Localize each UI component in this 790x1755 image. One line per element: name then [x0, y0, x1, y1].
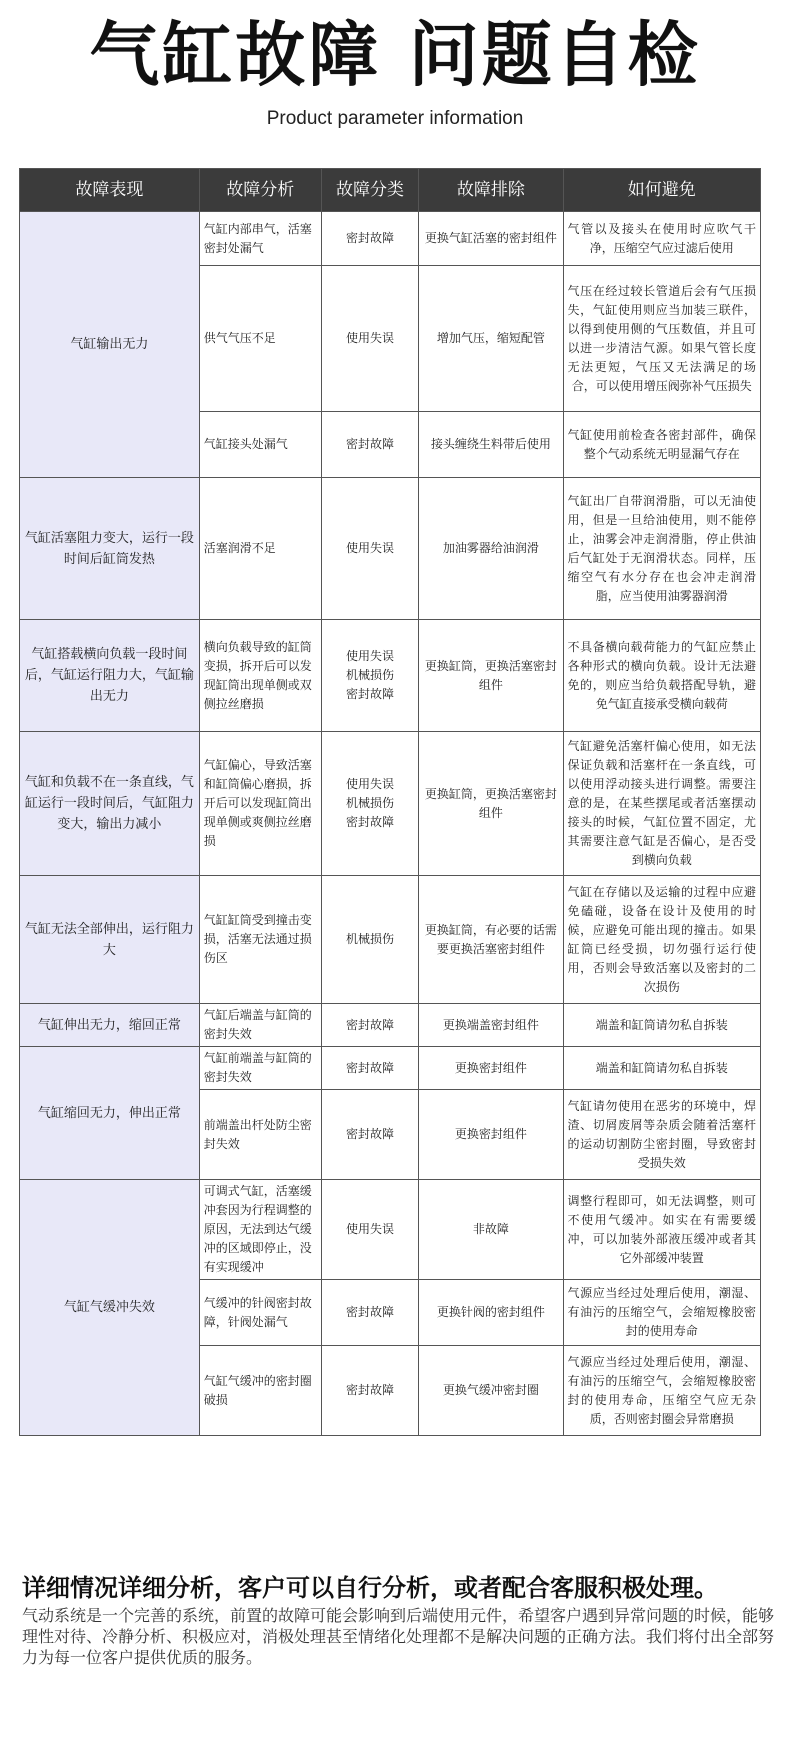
cell-analysis: 前端盖出杆处防尘密封失效	[199, 1090, 321, 1180]
cell-symptom: 气缸搭载横向负载一段时间后，气缸运行阻力大，气缸输出无力	[20, 620, 200, 732]
cell-analysis: 气缸缸筒受到撞击变损，活塞无法通过损伤区	[199, 876, 321, 1004]
cell-category: 密封故障	[321, 412, 419, 478]
cell-category: 使用失误	[321, 478, 419, 620]
column-header-fix: 故障排除	[419, 169, 563, 212]
table-row	[20, 1180, 761, 1280]
cell-category: 密封故障	[321, 1004, 419, 1047]
table-row	[20, 212, 761, 266]
cell-avoid: 气缸请勿使用在恶劣的环境中，焊渣、切屑废屑等杂质会随着活塞杆的运动切割防尘密封圈，导致密封受损失效	[563, 1090, 760, 1180]
cell-fix: 更换气缸活塞的密封组件	[419, 212, 563, 266]
cell-category: 密封故障	[321, 1280, 419, 1346]
cell-fix: 增加气压，缩短配管	[419, 266, 563, 412]
footer-headline: 详细情况详细分析，客户可以自行分析，或者配合客服积极处理。	[22, 1574, 718, 1602]
cell-symptom: 气缸和负载不在一条直线，气缸运行一段时间后，气缸阻力变大，输出力减小	[20, 732, 200, 876]
cell-fix: 更换密封组件	[419, 1090, 563, 1180]
cell-analysis: 气缓冲的针阀密封故障，针阀处漏气	[199, 1280, 321, 1346]
cell-category: 使用失误 机械损伤 密封故障	[321, 620, 419, 732]
page-subtitle: Product parameter information	[266, 108, 524, 129]
cell-fix: 更换缸筒，更换活塞密封组件	[419, 732, 563, 876]
cell-category: 使用失误	[321, 266, 419, 412]
cell-avoid: 气压在经过较长管道后会有气压损失，气缸使用则应当加装三联件，以得到使用侧的气压数值，并且可以进一步清洁气源。如果气管长度无法更短，气压又无法满足的场合，可以使用增压阀弥补气压损失	[563, 266, 760, 412]
cell-symptom: 气缸活塞阻力变大，运行一段时间后缸筒发热	[20, 478, 200, 620]
cell-analysis: 活塞润滑不足	[199, 478, 321, 620]
cell-symptom: 气缸缩回无力，伸出正常	[20, 1047, 200, 1180]
cell-avoid: 气缸使用前检查各密封部件，确保整个气动系统无明显漏气存在	[563, 412, 760, 478]
cell-analysis: 气缸气缓冲的密封圈破损	[199, 1346, 321, 1436]
cell-symptom: 气缸无法全部伸出，运行阻力大	[20, 876, 200, 1004]
cell-avoid: 气缸出厂自带润滑脂，可以无油使用，但是一旦给油使用，则不能停止，油雾会冲走润滑脂，停止供油后气缸处于无润滑状态。同样，压缩空气有水分存在也会冲走润滑脂，应当使用油雾器润滑	[563, 478, 760, 620]
cell-analysis: 气缸接头处漏气	[199, 412, 321, 478]
table-body	[20, 212, 761, 1436]
footer-body: 气动系统是一个完善的系统，前置的故障可能会影响到后端使用元件，希望客户遇到异常问题的时候，能够理性对待、冷静分析、积极应对，消极处理甚至情绪化处理都不是解决问题的正确方法。我们将付出全部努力为每一位客户提供优质的服务。	[22, 1606, 775, 1667]
cell-avoid: 端盖和缸筒请勿私自拆装	[563, 1004, 760, 1047]
cell-fix: 接头缠绕生料带后使用	[419, 412, 563, 478]
cell-analysis: 可调式气缸，活塞缓冲套因为行程调整的原因，无法到达气缓冲的区域即停止，没有实现缓冲	[199, 1180, 321, 1280]
table-row	[20, 478, 761, 620]
table-header-row	[20, 169, 761, 212]
cell-symptom: 气缸伸出无力，缩回正常	[20, 1004, 200, 1047]
table-row	[20, 1047, 761, 1090]
column-header-analysis: 故障分析	[199, 169, 321, 212]
cell-category: 使用失误	[321, 1180, 419, 1280]
cell-fix: 非故障	[419, 1180, 563, 1280]
cell-symptom: 气缸输出无力	[20, 212, 200, 478]
cell-fix: 更换端盖密封组件	[419, 1004, 563, 1047]
cell-fix: 更换密封组件	[419, 1047, 563, 1090]
cell-analysis: 气缸偏心，导致活塞和缸筒偏心磨损，拆开后可以发现缸筒出现单侧或爽侧拉丝磨损	[199, 732, 321, 876]
cell-category: 密封故障	[321, 212, 419, 266]
page-title: 气缸故障 问题自检	[89, 14, 701, 96]
column-header-category: 故障分类	[321, 169, 419, 212]
cell-avoid: 气缸避免活塞杆偏心使用，如无法保证负载和活塞杆在一条直线，可以使用浮动接头进行调整。需要注意的是，在某些摆尾或者活塞摆动接头的时候，气缸位置不固定，尤其需要注意气缸是否偏心，是否受到横向负载	[563, 732, 760, 876]
cell-avoid: 气缸在存储以及运输的过程中应避免磕碰，设备在设计及使用的时候，应避免可能出现的撞击。如果缸筒已经受损，切勿强行运行使用，否则会导致活塞以及密封的二次损伤	[563, 876, 760, 1004]
table-row	[20, 732, 761, 876]
table-row	[20, 620, 761, 732]
cell-avoid: 调整行程即可，如无法调整，则可不使用气缓冲。如实在有需要缓冲，可以加装外部液压缓冲或者其它外部缓冲装置	[563, 1180, 760, 1280]
cell-avoid: 气管以及接头在使用时应吹气干净，压缩空气应过滤后使用	[563, 212, 760, 266]
cell-avoid: 不具备横向载荷能力的气缸应禁止各种形式的横向负载。设计无法避免的，则应当给负载搭配导轨，避免气缸直接承受横向载荷	[563, 620, 760, 732]
cell-fix: 更换缸筒，更换活塞密封组件	[419, 620, 563, 732]
cell-category: 使用失误 机械损伤 密封故障	[321, 732, 419, 876]
cell-analysis: 供气气压不足	[199, 266, 321, 412]
cell-category: 密封故障	[321, 1047, 419, 1090]
troubleshooting-table	[19, 168, 761, 1436]
cell-fix: 更换针阀的密封组件	[419, 1280, 563, 1346]
table-row	[20, 1004, 761, 1047]
cell-avoid: 气源应当经过处理后使用，潮湿、有油污的压缩空气，会缩短橡胶密封的使用寿命	[563, 1280, 760, 1346]
cell-category: 密封故障	[321, 1090, 419, 1180]
cell-avoid: 气源应当经过处理后使用，潮湿、有油污的压缩空气，会缩短橡胶密封的使用寿命，压缩空气应无杂质，否则密封圈会异常磨损	[563, 1346, 760, 1436]
cell-fix: 加油雾器给油润滑	[419, 478, 563, 620]
cell-analysis: 气缸内部串气，活塞密封处漏气	[199, 212, 321, 266]
cell-fix: 更换缸筒，有必要的话需要更换活塞密封组件	[419, 876, 563, 1004]
table-row	[20, 876, 761, 1004]
cell-analysis: 气缸前端盖与缸筒的密封失效	[199, 1047, 321, 1090]
column-header-symptom: 故障表现	[20, 169, 200, 212]
cell-category: 机械损伤	[321, 876, 419, 1004]
cell-fix: 更换气缓冲密封圈	[419, 1346, 563, 1436]
column-header-avoid: 如何避免	[563, 169, 760, 212]
cell-symptom: 气缸气缓冲失效	[20, 1180, 200, 1436]
cell-analysis: 横向负载导致的缸筒变损，拆开后可以发现缸筒出现单侧或双侧拉丝磨损	[199, 620, 321, 732]
cell-category: 密封故障	[321, 1346, 419, 1436]
cell-analysis: 气缸后端盖与缸筒的密封失效	[199, 1004, 321, 1047]
cell-avoid: 端盖和缸筒请勿私自拆装	[563, 1047, 760, 1090]
